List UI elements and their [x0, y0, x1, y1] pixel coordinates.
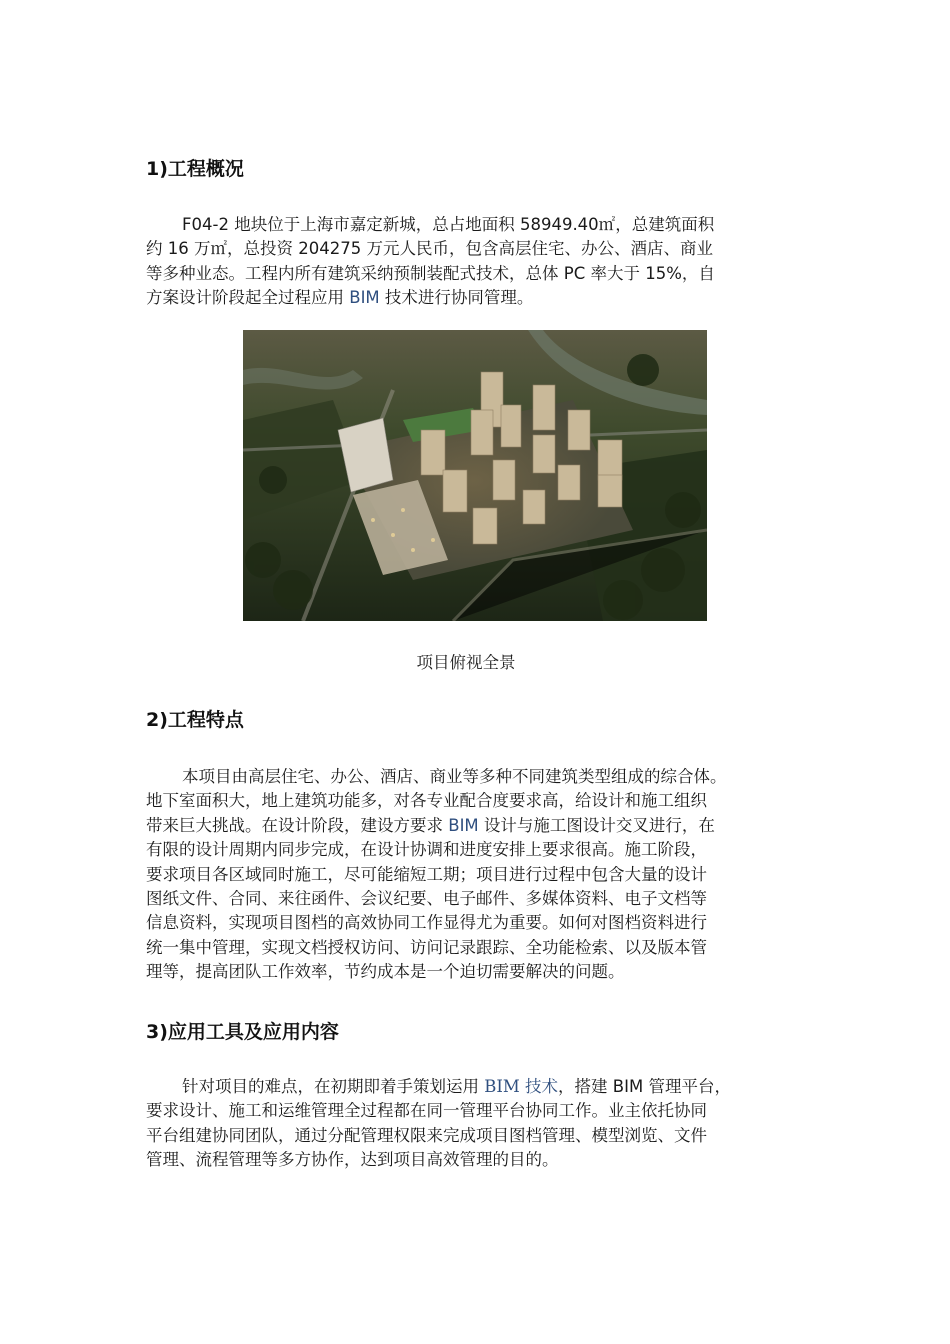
paragraph-line: 约 16 万㎡，总投资 204275 万元人民币，包含高层住宅、办公、酒店、商业 [146, 239, 713, 259]
section-3-paragraph [146, 1075, 816, 1173]
paragraph-line: F04-2 地块位于上海市嘉定新城，总占地面积 58949.40㎡，总建筑面积 [182, 215, 715, 234]
paragraph-line: 统一集中管理，实现文档授权访问、访问记录跟踪、全功能检索、以及版本管 [146, 937, 707, 957]
paragraph-line: 有限的设计周期内同步完成，在设计协调和进度安排上要求很高。施工阶段， [146, 840, 707, 860]
paragraph-line: 等多种业态。工程内所有建筑采纳预制装配式技术，总体 PC 率大于 15%，自 [146, 263, 715, 283]
paragraph-line: 理等，提高团队工作效率，节约成本是一个迫切需要解决的问题。 [146, 962, 625, 982]
aerial-rendering-image [243, 330, 707, 621]
paragraph-line: 针对项目的难点，在初期即着手策划运用 BIM 技术，搭建 BIM 管理平台， [182, 1077, 731, 1096]
paragraph-line: 要求设计、施工和运维管理全过程都在同一管理平台协同工作。业主依托协同 [146, 1101, 707, 1121]
paragraph-line: 地下室面积大，地上建筑功能多，对各专业配合度要求高，给设计和施工组织 [146, 791, 707, 811]
bim-technology-link[interactable]: BIM 技术 [484, 1077, 559, 1096]
section-1-paragraph [146, 213, 816, 311]
section-2-paragraph [146, 765, 816, 985]
paragraph-line: 平台组建协同团队，通过分配管理权限来完成项目图档管理、模型浏览、文件 [146, 1125, 707, 1145]
paragraph-line: 图纸文件、合同、来往函件、会议纪要、电子邮件、多媒体资料、电子文档等 [146, 889, 707, 909]
bim-link[interactable]: BIM [448, 815, 479, 835]
paragraph-line: 管理、流程管理等多方协作，达到项目高效管理的目的。 [146, 1150, 559, 1170]
figure-caption: 项目俯视全景 [416, 653, 516, 672]
section-2-heading: 2)工程特点 [146, 709, 244, 731]
paragraph-line: 带来巨大挑战。在设计阶段，建设方要求 BIM 设计与施工图设计交叉进行，在 [146, 815, 715, 835]
paragraph-line: 本项目由高层住宅、办公、酒店、商业等多种不同建筑类型组成的综合体。 [182, 767, 727, 786]
paragraph-line: 要求项目各区域同时施工，尽可能缩短工期；项目进行过程中包含大量的设计 [146, 864, 707, 884]
aerial-rendering-icon [243, 330, 707, 621]
paragraph-line: 方案设计阶段起全过程应用 BIM 技术进行协同管理。 [146, 288, 534, 308]
section-1-heading: 1)工程概况 [146, 158, 244, 180]
bim-link[interactable]: BIM [349, 288, 380, 308]
section-3-heading: 3)应用工具及应用内容 [146, 1021, 339, 1043]
paragraph-line: 信息资料，实现项目图档的高效协同工作显得尤为重要。如何对图档资料进行 [146, 913, 707, 933]
